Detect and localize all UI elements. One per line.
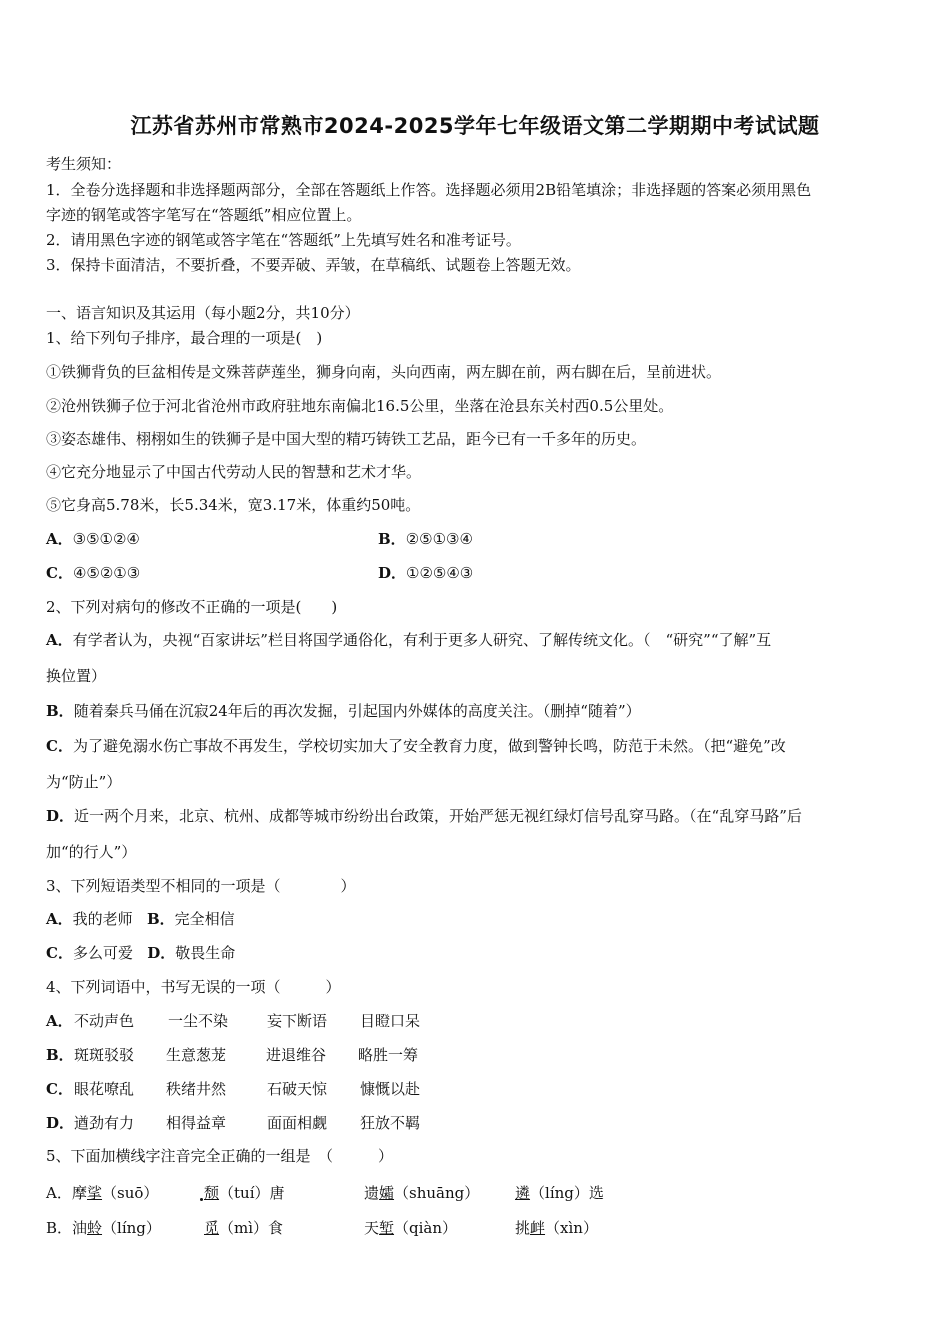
option-text: 近一两个月来，北京、杭州、成都等城市纷纷出台政策，开始严惩无视红绿灯信号乱穿马路。（在“乱穿马路”后 xyxy=(74,807,802,825)
underlined-char: 孀 xyxy=(379,1184,395,1202)
question-4-stem: 4、下列词语中，书写无误的一项（ ） xyxy=(46,978,341,996)
pinyin: （shuāng） xyxy=(394,1184,480,1202)
option-word: 遒劲有力 xyxy=(74,1114,135,1132)
q2-option-c[interactable] xyxy=(46,735,786,756)
option-label: C． xyxy=(46,564,73,582)
underlined-char: 觅 xyxy=(204,1219,220,1237)
underlined-char: 遴 xyxy=(515,1184,531,1202)
option-item xyxy=(72,1182,158,1203)
option-text: 我的老师 xyxy=(72,910,133,928)
option-label: C． xyxy=(46,737,73,755)
notice-item: 2．请用黑色字迹的钢笔或答字笔在“答题纸”上先填写姓名和准考证号。 xyxy=(46,231,521,249)
underlined-char: 颓 xyxy=(204,1184,220,1202)
option-label: A． xyxy=(46,631,73,649)
q2-option-a[interactable] xyxy=(46,629,771,650)
option-text: ②⑤①③④ xyxy=(405,530,473,548)
emphasis-dot-mark xyxy=(200,1198,203,1201)
underlined-char: 衅 xyxy=(530,1219,546,1237)
option-char: 天 xyxy=(364,1219,380,1237)
option-label: A． xyxy=(46,530,73,548)
option-label: D． xyxy=(378,564,407,582)
option-item xyxy=(515,1217,598,1238)
option-item xyxy=(72,1217,161,1238)
option-word: 斑斑驳驳 xyxy=(74,1046,135,1064)
underlined-char: 挲 xyxy=(87,1184,103,1202)
q3-options-row xyxy=(46,908,235,929)
option-word: 目瞪口呆 xyxy=(360,1012,421,1030)
pinyin: （líng）选 xyxy=(530,1184,604,1202)
option-label: B． xyxy=(378,530,406,548)
pinyin: （qiàn） xyxy=(394,1219,458,1237)
option-item xyxy=(204,1182,285,1203)
option-word: 不动声色 xyxy=(74,1012,135,1030)
q2-option-d[interactable] xyxy=(46,805,802,826)
option-word: 慷慨以赴 xyxy=(360,1080,421,1098)
option-text: 为了避免溺水伤亡事故不再发生，学校切实加大了安全教育力度，做到警钟长鸣，防范于未然。（把“避免”改 xyxy=(72,737,786,755)
q1-sentence: ④它充分地显示了中国古代劳动人民的智慧和艺术才华。 xyxy=(46,463,422,481)
notice-item: 字迹的钢笔或答字笔写在“答题纸”相应位置上。 xyxy=(46,206,362,224)
option-label: D． xyxy=(46,1114,75,1132)
q3-options-row xyxy=(46,942,235,963)
notice-item: 3．保持卡面清洁，不要折叠，不要弄破、弄皱，在草稿纸、试题卷上答题无效。 xyxy=(46,256,581,274)
pinyin: （mì）食 xyxy=(219,1219,284,1237)
option-char: 摩 xyxy=(72,1184,88,1202)
option-word: 进退维谷 xyxy=(266,1046,327,1064)
option-word: 略胜一筹 xyxy=(358,1046,419,1064)
option-label: A． xyxy=(46,1012,73,1030)
notice-heading: 考生须知： xyxy=(46,155,122,173)
option-item xyxy=(515,1182,604,1203)
question-3-stem: 3、下列短语类型不相同的一项是（ ） xyxy=(46,877,356,895)
q2-option-c-cont: 为“防止”） xyxy=(46,773,122,791)
option-text: 多么可爱 xyxy=(72,944,133,962)
q1-sentence: ③姿态雄伟、栩栩如生的铁狮子是中国大型的精巧铸铁工艺品，距今已有一千多年的历史。 xyxy=(46,430,647,448)
option-label: C． xyxy=(46,1080,73,1098)
q1-sentence: ⑤它身高5.78米，长5.34米，宽3.17米，体重约50吨。 xyxy=(46,496,421,514)
option-word: 狂放不羁 xyxy=(360,1114,421,1132)
option-label: B． xyxy=(146,910,175,928)
option-word: 面面相觑 xyxy=(267,1114,328,1132)
option-text: 有学者认为，央视“百家讲坛”栏目将国学通俗化，有利于更多人研究、了解传统文化。（ “研究”“了解”互 xyxy=(72,631,772,649)
option-word: 生意葱茏 xyxy=(166,1046,227,1064)
option-text: ①②⑤④③ xyxy=(406,564,474,582)
option-label: C． xyxy=(46,944,73,962)
option-text: ③⑤①②④ xyxy=(72,530,140,548)
question-5-stem: 5、下面加横线字注音完全正确的一组是 （ ） xyxy=(46,1147,394,1165)
option-label: A． xyxy=(46,1184,72,1202)
option-text: 完全相信 xyxy=(174,910,235,928)
q1-option-d[interactable] xyxy=(378,562,473,583)
pinyin: （tuí）唐 xyxy=(219,1184,285,1202)
q1-option-c[interactable] xyxy=(46,562,140,583)
option-text: ④⑤②①③ xyxy=(72,564,141,582)
option-char: 挑 xyxy=(515,1219,531,1237)
question-1-stem: 1、给下列句子排序，最合理的一项是( ) xyxy=(46,329,323,347)
q2-option-d-cont: 加“的行人”） xyxy=(46,843,137,861)
q1-option-b[interactable] xyxy=(378,528,473,549)
exam-title: 江苏省苏州市常熟市2024-2025学年七年级语文第二学期期中考试试题 xyxy=(130,114,820,138)
q3-option-c[interactable] xyxy=(46,944,133,962)
option-label: D． xyxy=(147,944,176,962)
pinyin: （líng） xyxy=(102,1219,161,1237)
underlined-char: 堑 xyxy=(379,1219,395,1237)
option-text: 随着秦兵马俑在沉寂24年后的再次发掘，引起国内外媒体的高度关注。（删掉“随着”） xyxy=(73,702,641,720)
option-item xyxy=(364,1217,457,1238)
q3-option-a[interactable] xyxy=(46,910,133,928)
option-label: D． xyxy=(46,807,75,825)
option-char: 遗 xyxy=(364,1184,380,1202)
option-label: B． xyxy=(46,1219,73,1237)
option-text: 敬畏生命 xyxy=(175,944,236,962)
q3-option-d[interactable] xyxy=(147,944,235,962)
option-label: B． xyxy=(46,1046,74,1064)
q2-option-a-cont: 换位置） xyxy=(46,667,107,685)
q1-sentence: ①铁狮背负的巨盆相传是文殊菩萨莲坐，狮身向南，头向西南，两左脚在前，两右脚在后，呈前进状。 xyxy=(46,363,722,381)
notice-item: 1．全卷分选择题和非选择题两部分，全部在答题纸上作答。选择题必须用2B铅笔填涂；非选择题的答案必须用黑色 xyxy=(46,181,812,199)
option-word: 一尘不染 xyxy=(168,1012,229,1030)
option-char: 油 xyxy=(72,1219,88,1237)
q3-option-b[interactable] xyxy=(147,910,235,928)
option-word: 妄下断语 xyxy=(267,1012,328,1030)
option-item xyxy=(204,1217,283,1238)
option-word: 相得益章 xyxy=(166,1114,227,1132)
underlined-char: 蛉 xyxy=(87,1219,103,1237)
option-word: 石破天惊 xyxy=(267,1080,328,1098)
pinyin: （suō） xyxy=(102,1184,159,1202)
option-word: 秩绪井然 xyxy=(166,1080,227,1098)
option-label: A． xyxy=(46,910,73,928)
option-word: 眼花嘹乱 xyxy=(74,1080,135,1098)
option-label: B． xyxy=(46,702,74,720)
q1-option-a[interactable] xyxy=(46,528,140,549)
q2-option-b[interactable] xyxy=(46,700,641,721)
section-heading: 一、语言知识及其运用（每小题2分，共10分） xyxy=(46,304,360,322)
question-2-stem: 2、下列对病句的修改不正确的一项是( ) xyxy=(46,598,338,616)
pinyin: （xìn） xyxy=(545,1219,598,1237)
q1-sentence: ②沧州铁狮子位于河北省沧州市政府驻地东南偏北16.5公里，坐落在沧县东关村西0.5公里处。 xyxy=(46,397,674,415)
option-item xyxy=(364,1182,479,1203)
